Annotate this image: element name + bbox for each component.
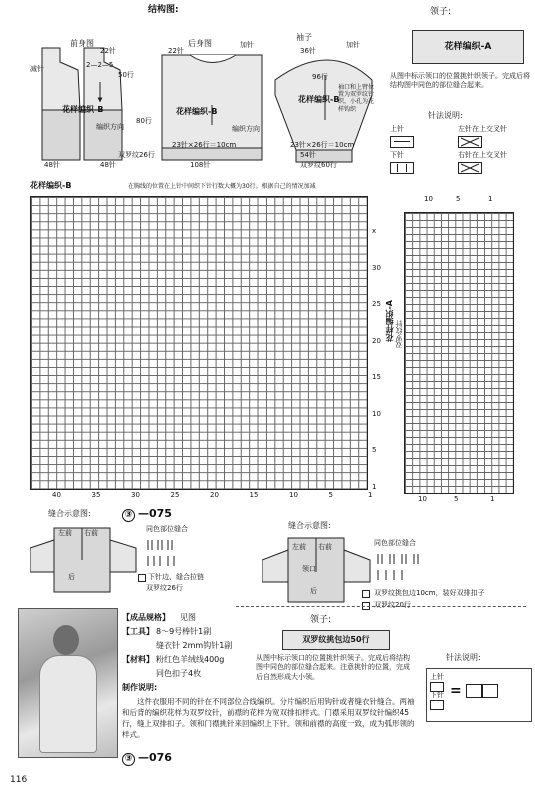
knit-icon-2 bbox=[430, 700, 444, 710]
product-photo bbox=[18, 608, 118, 758]
back-label: 后身图 bbox=[188, 39, 212, 48]
front-rows1: 2—2—5 bbox=[86, 61, 114, 69]
sew2-drawing bbox=[262, 532, 372, 608]
sew1-right: 右前 bbox=[84, 529, 98, 537]
back-bottom: 108针 bbox=[190, 161, 211, 169]
front-side: 80行 bbox=[136, 117, 152, 125]
sleeve-gauge: 23针×26行＝10cm bbox=[290, 141, 355, 149]
sleeve-pattern: 花样编织-B bbox=[298, 95, 340, 104]
sleeve-bottom: 54针 bbox=[300, 151, 316, 159]
right-cross-icon bbox=[458, 162, 482, 174]
sew2-right: 右前 bbox=[318, 543, 332, 551]
chart-b-y-tick-0: x bbox=[372, 227, 377, 235]
legend-right-cross: 右针在上交叉针 bbox=[458, 151, 507, 159]
chart-b-x-tick-2: 30 bbox=[131, 491, 140, 499]
equals-sign: = bbox=[450, 683, 462, 699]
divider bbox=[236, 606, 526, 607]
chart-b-y-tick-4: 15 bbox=[372, 373, 381, 381]
front-bottom2: 48针 bbox=[100, 161, 116, 169]
sew2-legend-marks bbox=[376, 552, 446, 584]
chart-a-title: 花样编织-A bbox=[385, 300, 394, 342]
back-dir: 编织方向 bbox=[232, 125, 260, 133]
sew2-legend: 同色部位缝合 bbox=[374, 539, 416, 547]
back-top: 22针 bbox=[168, 47, 184, 55]
chart-b-y-tick-3: 20 bbox=[372, 336, 381, 345]
sew1-note2: 双罗纹26行 bbox=[146, 584, 183, 592]
chart-b-x-tick-8: 1 bbox=[368, 491, 373, 499]
result-cell-1 bbox=[466, 684, 482, 698]
front-dec: 减针 bbox=[30, 65, 44, 73]
chart-b-y-tick-5: 10 bbox=[372, 409, 381, 418]
back-gauge: 23针×26行＝10cm bbox=[172, 141, 237, 149]
sleeve-rows: 96行 bbox=[312, 73, 328, 81]
chart-a-top-tick-0: 10 bbox=[424, 195, 433, 203]
legend-left-cross: 左针在上交叉针 bbox=[458, 125, 507, 133]
legend-up: 上针 bbox=[390, 125, 404, 133]
method-desc: 这件衣服用不同的针在不同部位合线编织。分片编织后用钩针或者缝衣针缝合。两袖和后背的编织花样为双罗纹针，前襟的花样为宽双排扣样式。门襟采用双罗纹针编织45行，缝上双排扣子。领和门襟挑针来回编织上下针。领和前襟的高度一致，成为弧形领的样式。 bbox=[122, 697, 415, 739]
chart-a-x-tick-2: 1 bbox=[490, 495, 495, 503]
chart-b-y-tick-7: 1 bbox=[372, 482, 377, 491]
sew2-title: 缝合示意图: bbox=[288, 521, 331, 530]
sleeve-add: 加针 bbox=[346, 41, 360, 49]
sleeve-rib: 双罗纹60行 bbox=[300, 161, 337, 169]
tool-1: 8～9号棒针1副 bbox=[156, 627, 212, 636]
spec-label: 【成品规格】 bbox=[122, 613, 170, 622]
spec-value: 见图 bbox=[180, 613, 196, 622]
legend-title: 针法说明: bbox=[428, 111, 463, 120]
material-1: 粉红色羊绒线400g bbox=[156, 655, 225, 664]
front-top: 22针 bbox=[100, 47, 116, 55]
chart-b-x-tick-6: 10 bbox=[289, 491, 298, 499]
purl-icon bbox=[390, 136, 414, 148]
chart-b-y-tick-2: 25 bbox=[372, 300, 381, 308]
page-number: 116 bbox=[10, 775, 28, 785]
sew2-note1: 双罗纹挑包边10cm，装好双排扣子 bbox=[374, 589, 485, 597]
sleeve-top: 36针 bbox=[300, 47, 316, 55]
chart-b-x-tick-1: 35 bbox=[91, 491, 101, 499]
tool-label: 【工具】 bbox=[122, 627, 154, 636]
material-2: 同色扣子4枚 bbox=[156, 669, 202, 678]
structure-title: 结构图: bbox=[148, 5, 179, 15]
pattern-076: ③ —076 bbox=[122, 752, 172, 766]
chart-b-grid bbox=[30, 196, 368, 490]
knit-icon bbox=[390, 162, 414, 174]
chart-b-x-tick-4: 20 bbox=[210, 491, 219, 499]
pattern-075: ③ —075 bbox=[122, 508, 172, 522]
sew1-note1: 下针边、缝合拉链 bbox=[148, 573, 204, 581]
back-add: 加针 bbox=[240, 41, 254, 49]
chart-b-x-tick-0: 40 bbox=[52, 491, 61, 499]
sew2-left: 左前 bbox=[292, 543, 306, 551]
sew1-legend: 同色部位缝合 bbox=[146, 525, 188, 533]
collar2-desc: 从图中标示领口的位置挑针织领子。完成后将结构图中同色的部位缝合起来。注意挑针的位置，完成后自然形成大小领。 bbox=[256, 654, 410, 681]
chart-a-x-tick-1: 5 bbox=[454, 495, 459, 503]
sew1-back: 后 bbox=[68, 573, 75, 581]
chart-b-y-tick-1: 30 bbox=[372, 263, 381, 272]
collar2-box: 双罗纹挑包边50行 bbox=[282, 630, 390, 650]
back-rib: 双罗纹26行 bbox=[118, 151, 155, 159]
sew1-square bbox=[138, 574, 146, 582]
collar-desc: 从图中标示领口的位置挑针织领子。完成后将结构图中同色的部位缝合起来。 bbox=[390, 72, 530, 90]
method-label: 制作说明: bbox=[122, 683, 158, 692]
front-dir: 编织方向 bbox=[96, 123, 124, 131]
chart-b-title: 花样编织-B bbox=[30, 181, 72, 190]
material-label: 【材料】 bbox=[122, 655, 154, 664]
collar-title: 领子: bbox=[430, 7, 452, 17]
sleeve-note: 袖口和上臂位置为双罗纹针织，小孔为花样钩织 bbox=[338, 84, 375, 113]
sew1-left: 左前 bbox=[58, 529, 72, 537]
front-pattern: 花样编织-B bbox=[62, 105, 104, 114]
chart-b-x-tick-7: 5 bbox=[328, 491, 333, 499]
sew1-legend-marks bbox=[146, 538, 206, 570]
sew2-square-1 bbox=[362, 590, 370, 598]
sleeve-label: 袖子 bbox=[296, 33, 312, 42]
legend2-down: 下针 bbox=[430, 691, 444, 699]
chart-b-x-tick-3: 25 bbox=[170, 491, 180, 499]
chart-b-x-tick-5: 15 bbox=[249, 491, 259, 499]
result-cell-2 bbox=[482, 684, 498, 698]
sew2-back: 后 bbox=[310, 587, 317, 595]
sew2-note2: 双罗纹20行 bbox=[374, 601, 411, 609]
legend2-title: 针法说明: bbox=[446, 653, 481, 662]
tool-2: 缝衣针 2mm钩针1副 bbox=[156, 641, 233, 650]
chart-a-top-tick-2: 1 bbox=[488, 195, 493, 203]
front-bottom1: 48针 bbox=[44, 161, 60, 169]
chart-a-sub: 双罗纹针 bbox=[395, 320, 403, 348]
legend2-up: 上针 bbox=[430, 673, 444, 681]
legend-down: 下针 bbox=[390, 151, 404, 159]
sew1-title: 缝合示意图: bbox=[48, 509, 91, 518]
sew2-inner: 领口 bbox=[302, 565, 316, 573]
front-label: 前身图 bbox=[70, 39, 94, 48]
back-pattern: 花样编织-B bbox=[176, 107, 218, 116]
front-rows2: 50行 bbox=[118, 71, 134, 79]
chart-b-y-tick-6: 5 bbox=[372, 446, 377, 454]
chart-a-grid bbox=[404, 212, 514, 494]
collar2-title: 领子: bbox=[310, 615, 332, 625]
collar-box: 花样编织-A bbox=[412, 30, 524, 64]
chart-b-note: 在胸线的位置在上针中间织下针行数大概为30行。根据自己的情况加减 bbox=[128, 183, 316, 190]
chart-a-top-tick-1: 5 bbox=[456, 195, 461, 203]
chart-a-x-tick-0: 10 bbox=[418, 495, 427, 503]
left-cross-icon bbox=[458, 136, 482, 148]
